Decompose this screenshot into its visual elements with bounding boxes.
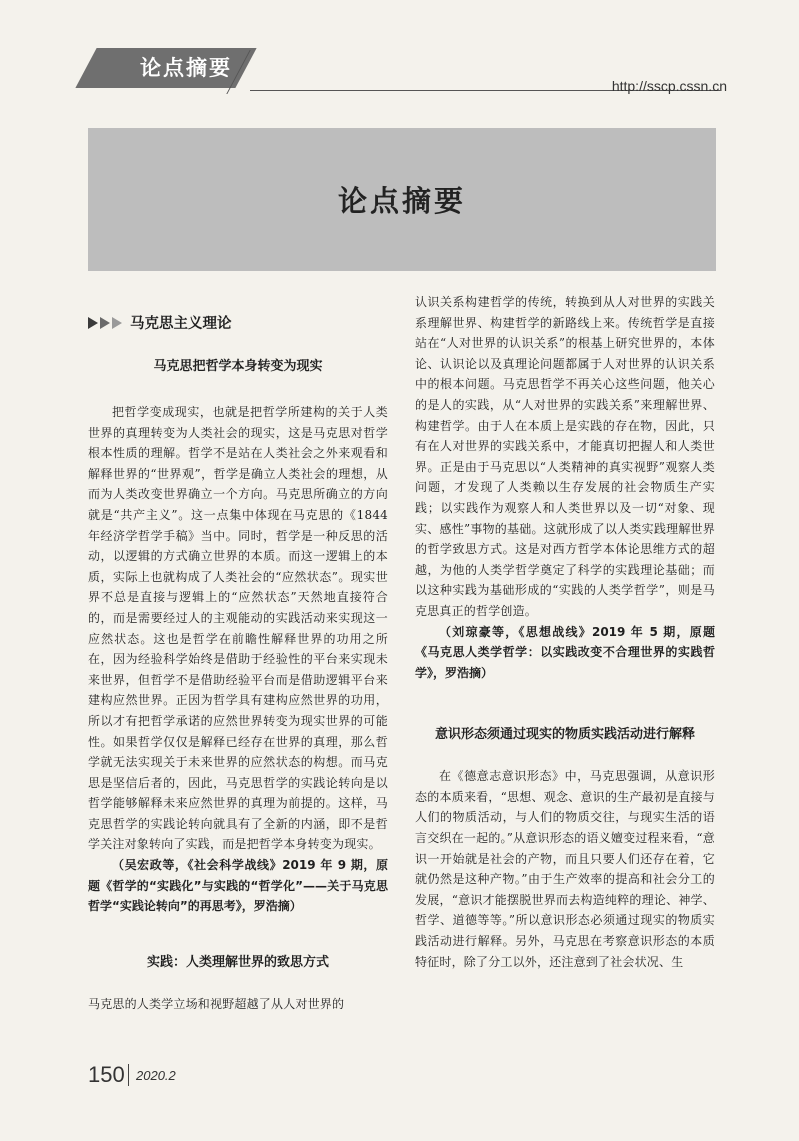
right-column	[415, 292, 715, 972]
section-label: 马克思主义理论	[130, 315, 232, 332]
page-title: 论点摘要	[337, 184, 466, 218]
article-title: 实践：人类理解世界的致思方式	[146, 954, 329, 970]
section-heading	[88, 312, 388, 333]
article-body: 马克思的人类学立场和视野超越了从人对世界的	[88, 996, 345, 1011]
triangle-marker-icon	[100, 317, 110, 329]
article-title: 马克思把哲学本身转变为现实	[153, 359, 323, 374]
page-number: 150	[88, 1062, 125, 1087]
header-url[interactable]: http://sscp.cssn.cn	[611, 78, 727, 94]
article-title: 意识形态须通过现实的物质实践活动进行解释	[434, 727, 695, 743]
article-body: 把哲学变成现实，也就是把哲学所建构的关于人类世界的真理转变为人类社会的现实，这是马克思对哲学根本性质的理解。哲学不是站在人类社会之外来观看和解释世界的“世界观”，哲学是确立人类社会的理想，从而为人类改变世界确立一个方向。马克思所确立的方向就是“共产主义”。这一点集中体现在马克思的《1844 年经济学哲学手稿》当中。同时，哲学是一种反思的活动，以逻辑的方式确立世界的本质。而这一逻辑上的本质，实际上也就构成了人类社会的“应然状态”。现实世界不总是直接与逻辑上的“应然状态”天然地直接符合的，而是需要经过人的主观能动的实践活动来实现这一应然状态。这也是哲学在前瞻性解释世界的功用之所在，因为经验科学始终是借助于经验性的平台来实现未来世界，但哲学不是借助经验平台而是借助逻辑平台来建构应然世界。正因为哲学具有建构应然世界的功用，所以才有把哲学承诺的应然世界转变为现实世界的可能性。如果哲学仅仅是解释已经存在世界的真理，那么哲学就无法实现关于未来世界的应然状态的构想。而马克思是坚信后者的，因此，马克思哲学的实践论转向是以哲学能够解释未来应然世界的真理为前提的。这样，马克思哲学的实践论转向就具有了全新的内涵，即不是哲学关注对象转向了实践，而是把哲学本身转变为现实。	[88, 405, 388, 852]
triangle-marker-icon	[112, 317, 122, 329]
issue-label: 2020.2	[136, 1068, 176, 1083]
title-banner	[88, 128, 716, 271]
footer-divider	[128, 1064, 129, 1086]
triangle-marker-icon	[88, 317, 98, 329]
article-body-continued: 认识关系构建哲学的传统，转换到从人对世界的实践关系理解世界、构建哲学的新路线上来。传统哲学是直接站在“人对世界的认识关系”的根基上研究世界的，本体论、认识论以及真理论问题都属于人对世界的认识关系中的根本问题。马克思哲学不再关心这些问题，他关心的是人的实践，从“人对世界的实践关系”来理解世界、构建哲学。由于人在本质上是实践的存在物，因此，只有在人对世界的实践关系中，才能真切把握人和人类世界。正是由于马克思以“人类精神的真实视野”观察人类问题，才发现了人类赖以生存发展的社会物质生产实践；以实践作为观察人和人类世界以及一切“对象、现实、感性”事物的基础。这就形成了以人类实践理解世界的哲学致思方式。这是对西方哲学本体论思维方式的超越，为他的人类学哲学奠定了科学的实践理论基础；而以这种实践为基础形成的“实践的人类学哲学”，则是马克思真正的哲学创造。	[415, 295, 715, 618]
section-tab-label: 论点摘要	[140, 56, 232, 80]
article-citation: （吴宏政等，《社会科学战线》2019 年 9 期，原题《哲学的“实践化”与实践的“哲学化”——关于马克思哲学“实践论转向”的再思考》，罗浩摘）	[88, 858, 388, 914]
left-column	[88, 298, 388, 1014]
article-citation: （刘琼豪等，《思想战线》2019 年 5 期，原题《马克思人类学哲学：以实践改变不合理世界的实践哲学》，罗浩摘）	[415, 624, 715, 680]
article-body: 在《德意志意识形态》中，马克思强调，从意识形态的本质来看，“思想、观念、意识的生产最初是直接与人们的物质活动，与人们的物质交往，与现实生活的语言交织在一起的。”从意识形态的语义嬗变过程来看，“意识一开始就是社会的产物，而且只要人们还存在着，它就仍然是这种产物。”由于生产效率的提高和社会分工的发展，“意识才能摆脱世界而去构造纯粹的理论、神学、哲学、道德等等。”所以意识形态必须通过现实的物质实践活动进行解释。另外，马克思在考察意识形态的本质特征时，除了分工以外，还注意到了社会状况、生	[415, 769, 715, 969]
